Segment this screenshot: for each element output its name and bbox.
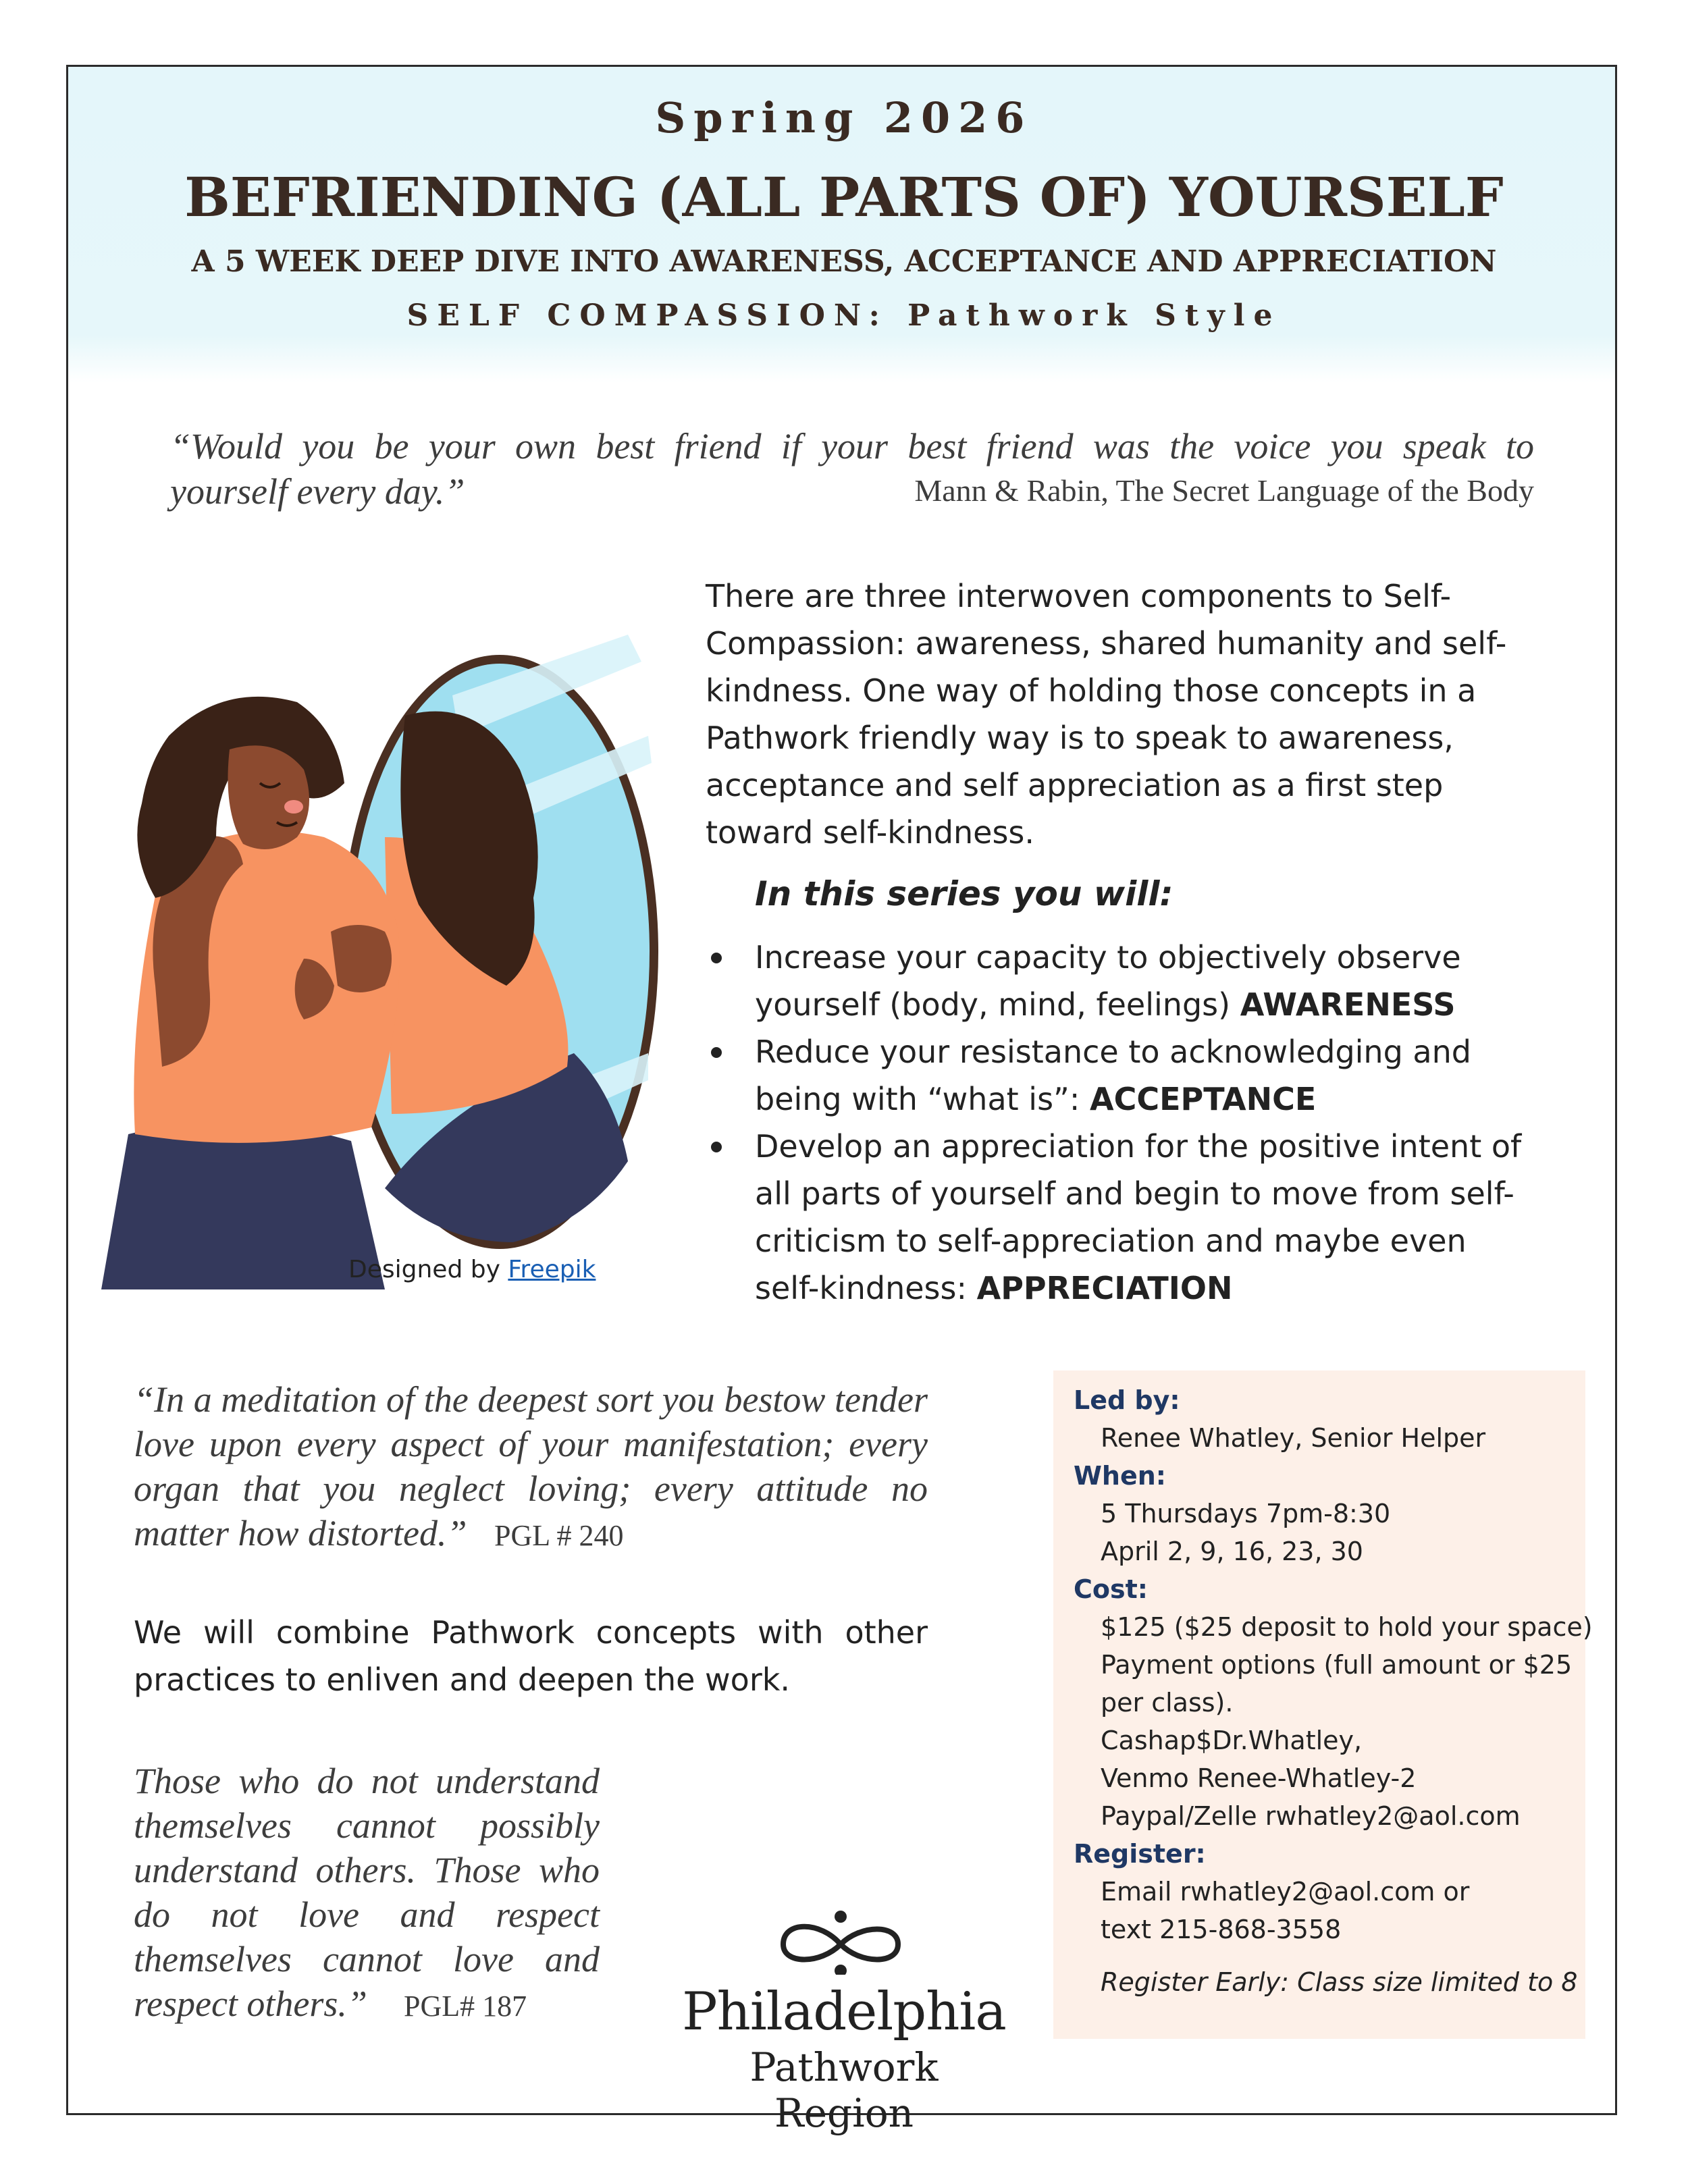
top-quote-line2: yourself every day.” — [170, 471, 465, 512]
intro-paragraph: There are three interwoven components to Self-Compassion: awareness, shared humanity and self-kindness. One way of holding those concepts in a Pathwork friendly way is to speak to awareness, acceptance and self appreciation as a first step toward self-kindness. — [706, 578, 1507, 851]
cost-value-3: per class). — [1101, 1688, 1234, 1717]
led-by-label: Led by: — [1074, 1385, 1180, 1415]
bullet-icon — [711, 1142, 722, 1152]
top-quote-line1: “Would you be your own best friend if your best friend was the voice you speak to — [170, 426, 1534, 467]
list-item: Reduce your resistance to acknowledging and being with “what is”: ACCEPTANCE — [706, 1028, 1536, 1123]
flyer-subtitle: A 5 WEEK DEEP DIVE INTO AWARENESS, ACCEPTANCE AND APPRECIATION — [191, 244, 1497, 279]
cost-label: Cost: — [1074, 1574, 1148, 1604]
cost-value-4: Cashap$Dr.Whatley, — [1101, 1726, 1363, 1755]
woman-hugging-mirror-illustration — [101, 581, 668, 1289]
list-item: Increase your capacity to objectively observe yourself (body, mind, feelings) AWARENESS — [706, 934, 1536, 1028]
bottom-quote-source: PGL# 187 — [403, 1990, 527, 2023]
logo-region: Pathwork Region — [749, 2044, 939, 2136]
logo-name: Philadelphia — [682, 1981, 1006, 2042]
when-value-2: April 2, 9, 16, 23, 30 — [1101, 1537, 1363, 1566]
register-note: Register Early: Class size limited to 8 — [1101, 1967, 1578, 1997]
when-label: When: — [1074, 1461, 1166, 1491]
bullet-icon — [711, 1047, 722, 1058]
pathwork-logo — [675, 1907, 1026, 2136]
when-value-1: 5 Thursdays 7pm-8:30 — [1101, 1499, 1391, 1528]
combine-paragraph: We will combine Pathwork concepts with other practices to enliven and deepen the work. — [134, 1614, 928, 1698]
list-item: Develop an appreciation for the positive intent of all parts of yourself and begin to move from self-criticism to self-appreciation and maybe even self-kindness: APPRECIATION — [706, 1123, 1536, 1312]
illustration-credit — [348, 1256, 596, 1283]
bullet-icon — [711, 953, 722, 963]
register-value-2: text 215-868-3558 — [1101, 1915, 1342, 1944]
cost-value-2: Payment options (full amount or $25 — [1101, 1650, 1573, 1680]
register-value-1: Email rwhatley2@aol.com or — [1101, 1877, 1470, 1907]
flyer-title: BEFRIENDING (ALL PARTS OF) YOURSELF — [184, 165, 1504, 229]
cost-value-5: Venmo Renee-Whatley-2 — [1101, 1763, 1417, 1793]
series-bullet-list — [706, 934, 1536, 1312]
flyer-tagline: SELF COMPASSION: Pathwork Style — [406, 298, 1282, 333]
middle-quote: “In a meditation of the deepest sort you bestow tender love upon every aspect of your manifestation; every organ that you neglect loving; every attitude no matter how distorted.” PGL # 240 — [134, 1379, 928, 1553]
middle-quote-source: PGL # 240 — [494, 1519, 624, 1552]
infinity-knot-logo-icon — [766, 1907, 915, 1975]
freepik-link[interactable]: Freepik — [508, 1256, 596, 1283]
register-label: Register: — [1074, 1839, 1206, 1869]
top-quote-source: Mann & Rabin, The Secret Language of the Body — [914, 473, 1534, 508]
led-by-value: Renee Whatley, Senior Helper — [1101, 1423, 1486, 1453]
series-heading: In this series you will: — [755, 874, 1173, 913]
season-heading: Spring 2026 — [655, 93, 1033, 142]
cost-value-1: $125 ($25 deposit to hold your space) — [1101, 1612, 1593, 1642]
cost-value-6: Paypal/Zelle rwhatley2@aol.com — [1101, 1801, 1521, 1831]
info-box — [1053, 1370, 1593, 2039]
bottom-quote: Those who do not understand themselves cannot possibly understand others. Those who do not love and respect themselves cannot love and respect others.” PGL# 187 — [134, 1761, 600, 2024]
credit-prefix: Designed by — [348, 1256, 508, 1283]
